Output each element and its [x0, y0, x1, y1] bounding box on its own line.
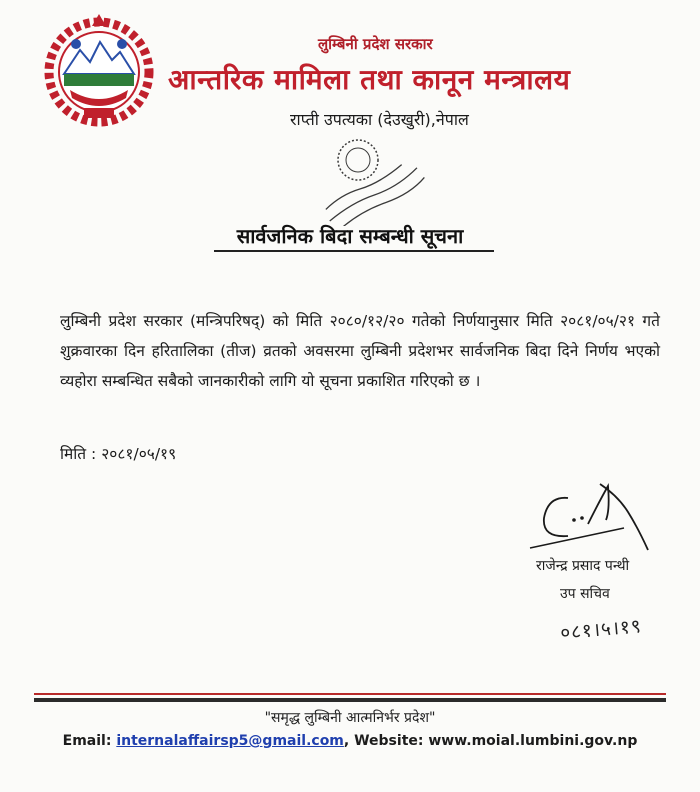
notice-date: [60, 442, 176, 464]
notice-title: सार्वजनिक बिदा सम्बन्धी सूचना: [236, 224, 464, 248]
email-label: Email:: [62, 733, 112, 749]
footer-divider-red: [34, 693, 666, 695]
handwritten-date: ०८१।५।१९: [559, 615, 643, 645]
office-stamp: [300, 126, 440, 226]
email-link[interactable]: internalaffairsp5@gmail.com: [116, 733, 344, 749]
footer-slogan: "समृद्ध लुम्बिनी आत्मनिर्भर प्रदेश": [264, 710, 436, 726]
footer-contact: [0, 733, 700, 749]
website-label: , Website:: [343, 733, 424, 749]
government-name: लुम्बिनी प्रदेश सरकार: [318, 35, 433, 53]
signer-name: राजेन्द्र प्रसाद पन्थी: [536, 558, 630, 574]
title-underline: [214, 250, 494, 252]
website-link[interactable]: www.moial.lumbini.gov.np: [428, 733, 638, 749]
footer-divider-dark: [34, 698, 666, 702]
notice-body: लुम्बिनी प्रदेश सरकार (मन्त्रिपरिषद्) को मिति २०८०/१२/२० गतेको निर्णयानुसार मिति २०८१/०५/२१ गते शुक्रवारका दिन हरितालिका (तीज) व्रतको अवसरमा लुम्बिनी प्रदेशभर सार्वजनिक बिदा दिने निर्णय भएको व्यहोरा सम्बन्धित सबैको जानकारीको लागि यो सूचना प्रकाशित गरिएको छ ।: [60, 312, 660, 390]
nepal-emblem-icon: [40, 12, 158, 130]
ministry-location: राप्ती उपत्यका (देउखुरी),नेपाल: [290, 110, 469, 129]
ministry-name: आन्तरिक मामिला तथा कानून मन्त्रालय: [168, 63, 571, 96]
signature: [528, 480, 658, 555]
signer-title: उप सचिव: [560, 586, 610, 602]
date-label: मिति :: [60, 445, 97, 463]
date-value: २०८१/०५/१९: [101, 445, 177, 463]
